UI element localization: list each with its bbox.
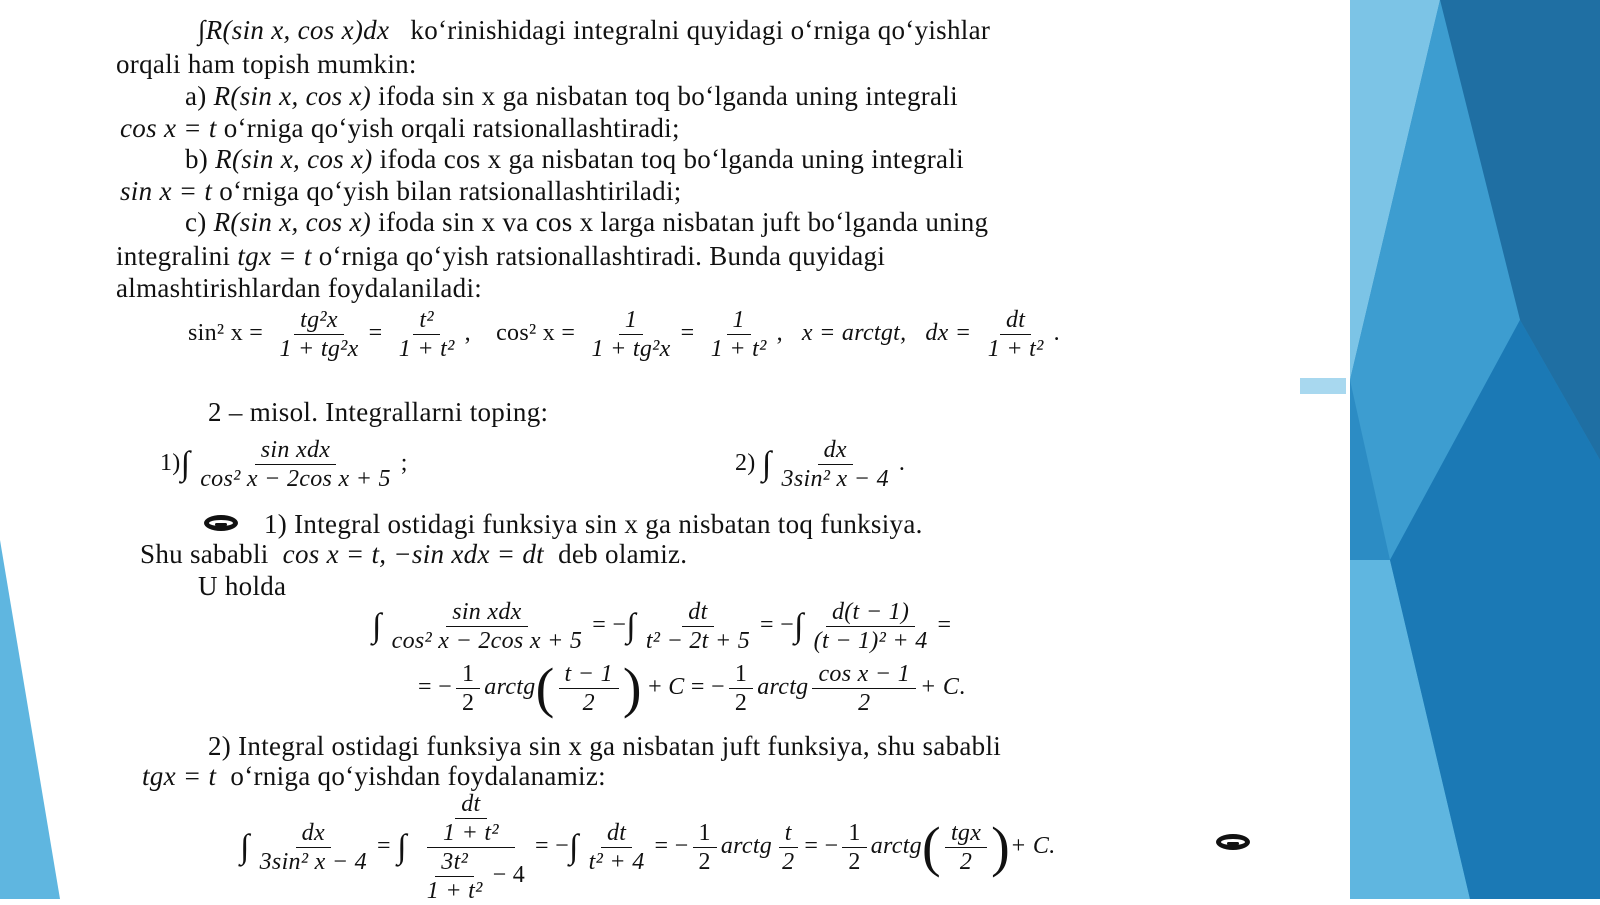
solution-2-equation: ∫ $\frac{dx}{\text{3sin² x − 4}}$ = ∫ $\frac{dt}{\text{1 + t²}}$ $\frac{\text{3t²}}{\text{1 + t²}}$ − 4 = −∫ $\frac{dt}{\text{t² + 4}}$ = − $\frac{1}{2}$ arctg $\frac{t}{2}$ = − $\frac{1}{2}$ arctg( tgx 2 )+ C. [240,791,1056,904]
s2-arg-2 [945,819,987,876]
denominator: 1 + t² [426,878,483,904]
s2-arctg-1: arctg [720,833,773,860]
denominator: 1 + t² [710,336,767,362]
intro-line-1 [198,14,990,46]
solution-1-line-3: U holda [198,571,287,601]
numerator: dt [1000,306,1031,335]
denominator: 2 [959,849,973,875]
numerator: 3t² [435,848,474,877]
s1-result-arg-1 [559,660,619,717]
small-light-bar [1300,378,1346,394]
s1-arctg-1: arctg [484,674,536,701]
case-c-line-2a: integralini [116,241,231,271]
cos2-fraction-1 [586,306,677,363]
denominator: 1 + tg²x [591,336,671,362]
dx-lhs: dx = [925,320,972,347]
numerator: d(t − 1) [826,598,915,627]
minus-four: − 4 [492,862,526,889]
case-c-text: ifoda sin x va cos x larga nisbatan juft bo‘lganda uning [378,207,989,237]
problem-2-label: 2) [735,450,756,477]
solution-1-line-1: 1) Integral ostidagi funksiya sin x ga nisbatan toq funksiya. [264,509,923,539]
s1-arctg-2: arctg [757,674,809,701]
s1-constant: + C [920,674,960,701]
solution-start-marker-icon [204,515,238,531]
case-b-line-2 [120,175,682,207]
substitution-formulas: sin² x = $\frac{\text{tg²x}}{\text{1 + tg²x}}$ = $\frac{\text{t²}}{\text{1 + t²}}$ , cos² x = $\frac{1}{\text{1 + tg²x}}$ = $\frac{1}{\text{1 + t²}}$ , x = arctgt, dx = $\frac{dt}{\text{1 + t²}}$ . [188,307,1060,362]
problem-2: 2) ∫ $\frac{dx}{\text{3sin² x − 4}}$ . [735,437,906,492]
s2-coef-1 [693,819,717,876]
numerator: cos x − 1 [812,660,916,689]
numerator: sin xdx [255,436,336,465]
sin2-fraction-1 [273,306,364,363]
s1-result-coef-1 [456,660,480,717]
left-triangle [0,540,60,899]
case-c-line-3: almashtirishlardan foydalaniladi: [116,273,483,303]
numerator: 1 [456,660,480,689]
case-c-label: c) [185,207,207,237]
compound-numerator [427,790,515,848]
case-a-substitution: cos x = t [120,113,217,143]
x-arctg: x = arctgt, [801,320,907,347]
denominator: t² − 2t + 5 [645,628,751,654]
sin2-lhs: sin² x = [188,320,264,347]
case-a-func: R(sin x, cos x) [213,81,372,111]
case-c-line-2b: o‘rniga qo‘yish ratsionallashtiradi. Bunda quyidagi [318,241,886,271]
denominator: cos² x − 2cos x + 5 [200,466,391,492]
case-c-line-1 [185,206,988,238]
s2-constant: + C. [1010,833,1056,860]
case-a-text: ifoda sin x ga nisbatan toq bo‘lganda uning integrali [378,81,958,111]
case-a-line-1 [185,80,958,112]
denominator: 2 [698,849,711,875]
s2-inner-top [437,790,505,847]
solution-1-equation-2: = − $\frac{1}{2}$ arctg( $\frac{t - 1}{2}$ ) + C = − $\frac{1}{2}$ arctg $\frac{\text{cos x − 1}}{2}$ + C. [418,657,966,720]
solution-2-line-1: 2) Integral ostidagi funksiya sin x ga nisbatan juft funksiya, shu sabablі [208,731,1002,761]
numerator: dt [682,598,713,627]
s2-arg-1 [776,819,800,876]
solution-1-equation-1: ∫ sin xdx cos² x − 2cos x + 5 = −∫ $\frac{dt}{\text{t² − 2t + 5}}$ = −∫ $\frac{d(t - 1)}{\text{(t − 1)² + 4}}$ = [372,599,952,654]
dx-fraction [982,306,1050,363]
case-c-substitution: tgx = t [237,241,312,271]
solution-2-substitution: tgx = t [142,761,217,791]
denominator: 3sin² x − 4 [259,849,367,875]
cos2-fraction-2 [705,306,773,363]
case-b-func: R(sin x, cos x) [215,144,373,174]
s2-coef-2 [842,819,866,876]
problem-1: 1)∫ sin xdx cos² x − 2cos x + 5 ; [160,437,408,492]
solution-1-line-2a: Shu sababli [140,539,269,569]
denominator: 3sin² x − 4 [781,466,889,492]
s1-fraction-2 [640,598,756,655]
numerator: sin xdx [446,598,527,627]
numerator: 1 [727,306,751,335]
denominator: t² + 4 [588,849,645,875]
s2-arctg-2: arctg [870,833,922,860]
denominator: cos² x − 2cos x + 5 [391,628,583,654]
s2-fraction-3 [583,819,651,876]
case-c-line-2 [116,240,885,272]
compound-denominator [411,848,531,905]
solution-end-marker-icon [1216,834,1250,850]
solution-2-line-2 [142,760,606,792]
numerator: t − 1 [559,660,619,689]
case-b-text-2: o‘rniga qo‘yish bilan ratsionallashtiriladi; [219,176,682,206]
s1-result-coef-2 [729,660,753,717]
numerator: dt [455,790,486,819]
numerator: tgx [945,819,987,848]
solution-1-line-2b: deb olamiz. [558,539,688,569]
problem-1-fraction [194,436,397,493]
numerator: dx [296,819,331,848]
numerator: 1 [842,819,866,848]
solution-1-substitution: cos x = t, −sin xdx = dt [282,539,544,569]
numerator: dx [818,436,853,465]
numerator: dt [601,819,632,848]
cos2-lhs: cos² x = [496,320,576,347]
case-a-line-2 [120,112,680,144]
s2-compound-fraction [411,790,531,905]
numerator: t [779,819,798,848]
denominator: 2 [734,690,748,716]
intro-text-1: ko‘rinishidagi integralni quyidagi o‘rniga qo‘yishlar [410,15,991,45]
problem-2-fraction [776,436,895,493]
numerator: 1 [693,819,717,848]
intro-line-2: orqali ham topish mumkin: [116,49,417,79]
denominator: 1 + tg²x [279,336,359,362]
s1-result-arg-2 [812,660,916,717]
problem-1-label: 1) [160,450,181,477]
s1-fraction-3 [808,598,934,655]
case-b-substitution: sin x = t [120,176,213,206]
intro-integral: ∫R(sin x, cos x)dx [198,15,390,45]
case-a-label: a) [185,81,207,111]
denominator: 2 [461,690,475,716]
example-title: 2 – misol. Integrallarni toping: [208,397,549,427]
denominator: 1 + t² [442,820,499,846]
s1-fraction-1 [386,598,589,655]
numerator: t² [413,306,439,335]
denominator: 1 + t² [398,336,455,362]
numerator: tg²x [294,306,344,335]
denominator: 1 + t² [987,336,1044,362]
denominator: 2 [782,849,795,875]
case-b-line-1 [185,143,964,175]
case-b-label: b) [185,144,209,174]
denominator: 2 [848,849,861,875]
s2-inner-bottom [421,848,489,905]
denominator: 2 [858,690,871,716]
solution-1-line-2 [140,538,687,570]
case-b-text: ifoda cos x ga nisbatan toq bo‘lganda uning integrali [379,144,964,174]
sin2-fraction-2 [393,306,461,363]
s2-fraction-1 [254,819,373,876]
case-c-func: R(sin x, cos x) [213,207,372,237]
denominator: 2 [582,690,595,716]
case-a-text-2: o‘rniga qo‘yish orqali ratsionallashtiradi; [223,113,680,143]
numerator: 1 [619,306,643,335]
solution-2-text: o‘rniga qo‘yishdan foydalanamiz: [230,761,606,791]
numerator: 1 [729,660,753,689]
denominator: (t − 1)² + 4 [813,628,928,654]
